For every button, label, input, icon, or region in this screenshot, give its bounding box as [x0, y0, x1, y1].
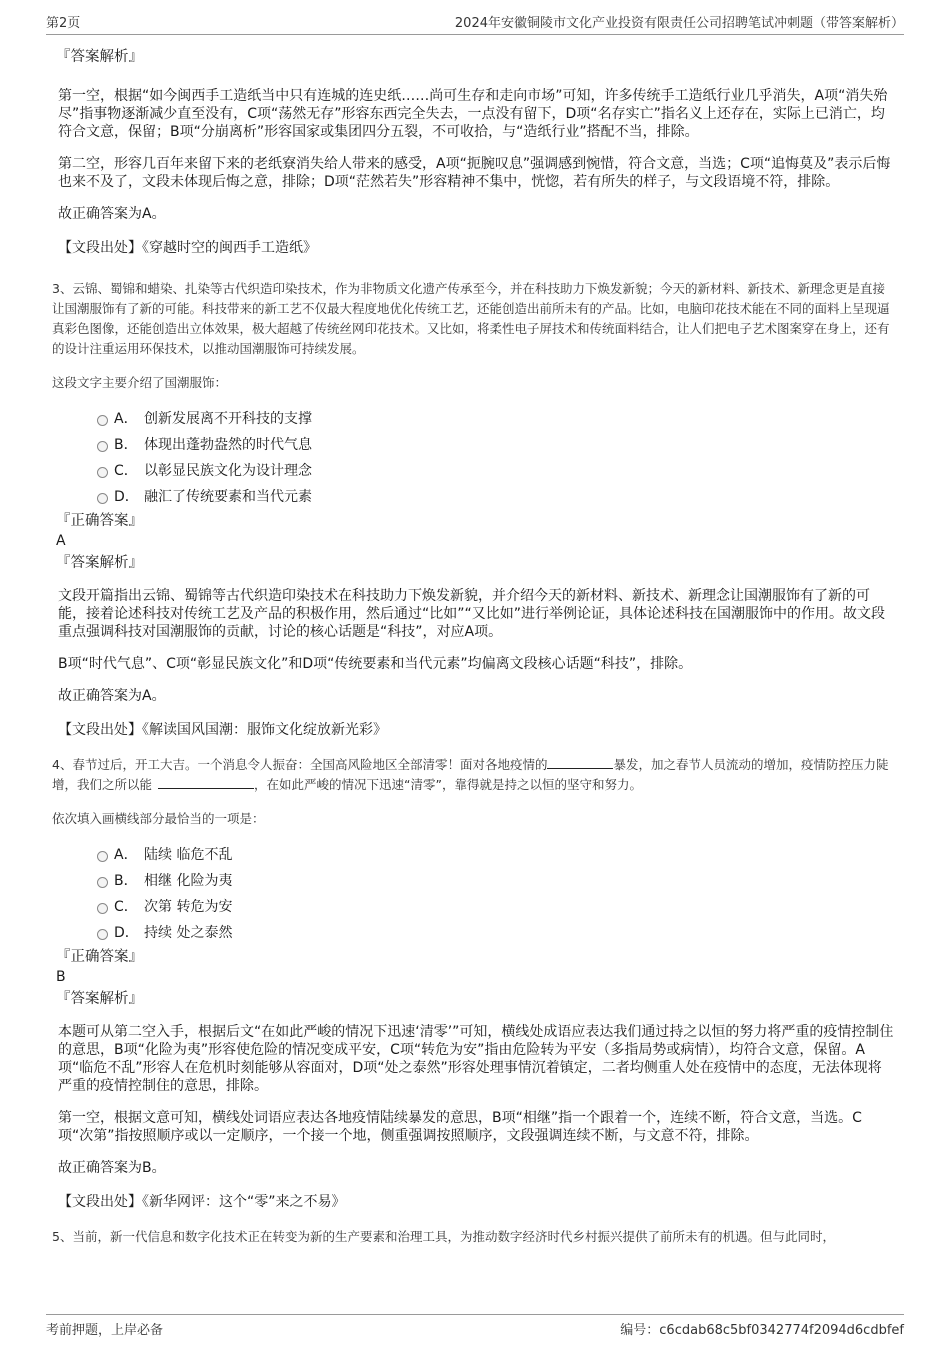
source: 【文段出处】《穿越时空的闽西手工造纸》: [58, 240, 317, 256]
option-c[interactable]: C． 次第 转危为安: [56, 894, 894, 920]
option-a[interactable]: A． 创新发展离不开科技的支撑: [56, 406, 894, 432]
correct-answer: B: [56, 969, 66, 985]
conclusion: 故正确答案为A。: [58, 206, 166, 222]
conclusion: 故正确答案为A。: [58, 688, 166, 704]
radio-icon[interactable]: [97, 493, 108, 504]
option-c[interactable]: C． 以彰显民族文化为设计理念: [56, 458, 894, 484]
option-d[interactable]: D． 融汇了传统要素和当代元素: [56, 484, 894, 510]
fill-blank-2: [158, 776, 254, 789]
radio-icon[interactable]: [97, 441, 108, 452]
analysis-paragraph: 第一空，根据文意可知，横线处词语应表达各地疫情陆续暴发的意思，B项“相继”指一个跟着一个，连续不断，符合文意，当选。C项“次第”指按照顺序或以一定顺序，一个接一个地，侧重强调按照顺序，文段强调连续不断，与文意不符，排除。: [58, 1110, 862, 1144]
question-stem: 4、春节过后，开工大吉。一个消息令人振奋：全国高风险地区全部清零！面对各地疫情的 暴发，加之春节人员流动的增加，疫情防控压力陡增，我们之所以能 ，在如此严峻的情况下迅速“清零”，靠得就是持之以恒的坚守和努力。: [52, 757, 889, 792]
document-title: 2024年安徽铜陵市文化产业投资有限责任公司招聘笔试冲刺题（带答案解析）: [454, 16, 904, 31]
radio-icon[interactable]: [97, 929, 108, 940]
source: 【文段出处】《新华网评：这个“零”来之不易》: [58, 1194, 346, 1210]
page-content: [52, 40, 894, 1247]
analysis-paragraph: 第一空，根据“如今闽西手工造纸当中只有连城的连史纸……尚可生存和走向市场”可知，许多传统手工造纸行业几乎消失，A项“消失殆尽”指事物逐渐减少直至没有，C项“荡然无存”形容东西完全失去，一点没有留下，D项“名存实亡”指名义上还存在，实际上已消亡，均符合文意，保留；B项“分崩离析”形容国家或集团四分五裂，不可收拾，与“造纸行业”搭配不当，排除。: [58, 88, 888, 140]
fill-blank-1: [547, 756, 613, 769]
question-stem: 5、当前，新一代信息和数字化技术正在转变为新的生产要素和治理工具，为推动数字经济时代乡村振兴提供了前所未有的机遇。但与此同时，: [52, 1229, 835, 1244]
analysis-label: 『答案解析』: [56, 555, 143, 571]
option-b[interactable]: B． 相继 化险为夷: [56, 868, 894, 894]
radio-icon[interactable]: [97, 415, 108, 426]
footer-slogan: 考前押题，上岸必备: [46, 1323, 164, 1338]
radio-icon[interactable]: [97, 903, 108, 914]
answer-label: 『正确答案』: [56, 513, 143, 529]
question-prompt: 这段文字主要介绍了国潮服饰：: [52, 375, 228, 390]
correct-answer: A: [56, 533, 66, 549]
analysis-label: 『答案解析』: [56, 49, 143, 65]
analysis-label: 『答案解析』: [56, 991, 143, 1007]
options-list: [56, 842, 894, 946]
analysis-paragraph: 文段开篇指出云锦、蜀锦等古代织造印染技术在科技助力下焕发新貌，并介绍今天的新材料、新技术、新理念让国潮服饰有了新的可能，接着论述科技对传统工艺及产品的积极作用，然后通过“比如”“又比如”进行举例论证，具体论述科技在国潮服饰中的作用。故文段重点强调科技对国潮服饰的贡献，讨论的核心话题是“科技”，对应A项。: [58, 588, 886, 640]
option-a[interactable]: A． 陆续 临危不乱: [56, 842, 894, 868]
page-header: [46, 12, 904, 35]
radio-icon[interactable]: [97, 877, 108, 888]
page-number: 第2页: [46, 16, 81, 31]
analysis-paragraph: B项“时代气息”、C项“彰显民族文化”和D项“传统要素和当代元素”均偏离文段核心话题“科技”，排除。: [58, 656, 693, 672]
source: 【文段出处】《解读国风国潮：服饰文化绽放新光彩》: [58, 722, 387, 738]
options-list: [56, 406, 894, 510]
answer-label: 『正确答案』: [56, 949, 143, 965]
page-footer: [46, 1314, 904, 1338]
analysis-paragraph: 本题可从第二空入手，根据后文“在如此严峻的情况下迅速‘清零’”可知，横线处成语应表达我们通过持之以恒的努力将严重的疫情控制住的意思，B项“化险为夷”形容使危险的情况变成平安，C项“转危为安”指由危险转为平安（多指局势或病情），均符合文意，保留。A项“临危不乱”形容人在危机时刻能够从容面对，D项“处之泰然”形容处理事情沉着镇定，二者均侧重人处在疫情中的态度，无法体现将严重的疫情控制住的意思，排除。: [58, 1024, 894, 1094]
conclusion: 故正确答案为B。: [58, 1160, 166, 1176]
option-b[interactable]: B． 体现出蓬勃盎然的时代气息: [56, 432, 894, 458]
question-stem: 3、云锦、蜀锦和蜡染、扎染等古代织造印染技术，作为非物质文化遗产传承至今，并在科技助力下焕发新貌；今天的新材料、新技术、新理念更是直接让国潮服饰有了新的可能。科技带来的新工艺不仅最大程度地优化传统工艺，还能创造出前所未有的产品。比如，电脑印花技术能在不同的面料上呈现逼真彩色图像，还能创造出立体效果，极大超越了传统丝网印花技术。又比如，将柔性电子屏技术和传统面料结合，让人们把电子艺术图案穿在身上，还有的设计注重运用环保技术，以推动国潮服饰可持续发展。: [52, 281, 890, 356]
document-code: 编号：c6cdab68c5bf0342774f2094d6cdbfef: [620, 1323, 904, 1338]
question-prompt: 依次填入画横线部分最恰当的一项是：: [52, 811, 265, 826]
radio-icon[interactable]: [97, 851, 108, 862]
analysis-paragraph: 第二空，形容几百年来留下来的老纸寮消失给人带来的感受，A项“扼腕叹息”强调感到惋惜，符合文意，当选；C项“追悔莫及”表示后悔也来不及了，文段未体现后悔之意，排除；D项“茫然若失”形容精神不集中，恍惚，若有所失的样子，与文段语境不符，排除。: [58, 156, 891, 190]
radio-icon[interactable]: [97, 467, 108, 478]
option-d[interactable]: D． 持续 处之泰然: [56, 920, 894, 946]
